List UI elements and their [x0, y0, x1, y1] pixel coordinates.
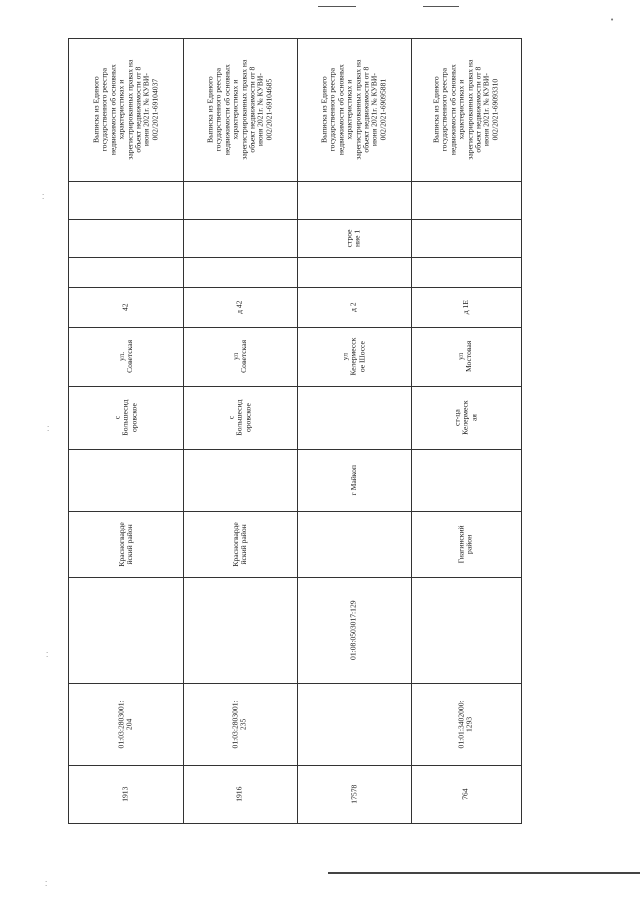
cell-house: [411, 287, 521, 327]
locality-text: ст-ца Келермеск ая: [452, 400, 479, 435]
cell-district: [183, 511, 297, 577]
cell-city: [183, 449, 297, 511]
num-text: 17578: [348, 784, 358, 804]
num-text: 1916: [234, 786, 244, 802]
district-text: Гиагинский район: [456, 525, 474, 563]
cell-parent: [183, 577, 297, 683]
street-text: ул Советская: [230, 340, 248, 373]
street-text: ул Мостовая: [456, 340, 474, 373]
cell-street: [297, 327, 411, 386]
document-text: Выписка из Единого государственного реестра недвижимости об основных характеристиках и зарегистрированных правах на объект недвижимости от 8 июня 2021г. № КУВИ- 002/2021-69104037: [91, 60, 160, 160]
cell-parent: [297, 577, 411, 683]
document-text: Выписка из Единого государственного реестра недвижимости об основных характеристиках и зарегистрированных правах на объект недвижимости от 8 июня 2021г. № КУВИ- 002/2021-69104685: [205, 60, 274, 160]
cell-structure: [297, 219, 411, 257]
scan-mark-bottom: [328, 872, 640, 874]
cell-locality: [411, 386, 521, 449]
cell-district: [297, 511, 411, 577]
cell-building: [297, 257, 411, 287]
cell-locality: [183, 386, 297, 449]
district-text: Красногварде йский район: [230, 521, 248, 567]
cell-building: [183, 257, 297, 287]
cell-house: [69, 287, 183, 327]
house-text: д 42: [234, 300, 244, 314]
cell-street: [411, 327, 521, 386]
scan-speck: ⁚: [46, 651, 49, 659]
cell-city: [297, 449, 411, 511]
cadastral-text: 01:03:2803001: 204: [116, 699, 134, 749]
cell-structure: [183, 219, 297, 257]
cell-house: [297, 287, 411, 327]
cell-district: [69, 511, 183, 577]
cell-locality: [69, 386, 183, 449]
cell-district: [411, 511, 521, 577]
locality-text: с Большесид оровское: [226, 399, 253, 436]
cell-cadastral: [297, 683, 411, 765]
property-register-table: [68, 38, 522, 824]
cell-city: [69, 449, 183, 511]
cell-cadastral: [69, 683, 183, 765]
cadastral-text: 01:03:2803001: 235: [230, 699, 248, 749]
cell-city: [411, 449, 521, 511]
cell-parent: [411, 577, 521, 683]
cell-building: [69, 257, 183, 287]
cell-num: [183, 765, 297, 823]
scan-mark-top-right: [423, 6, 459, 7]
cell-cadastral: [183, 683, 297, 765]
city-text: г Майкоп: [348, 464, 358, 496]
house-text: д 1Е: [460, 299, 470, 315]
cell-document: [411, 39, 521, 181]
cell-extra: [69, 181, 183, 219]
cell-document: [183, 39, 297, 181]
scan-speck: •: [610, 16, 615, 24]
cell-cadastral: [411, 683, 521, 765]
document-text: Выписка из Единого государственного реестра недвижимости об основных характеристиках и зарегистрированных правах на объект недвижимости от 8 июня 2021г. № КУВИ- 002/2021-69093310: [431, 60, 500, 160]
house-text: 42: [120, 303, 130, 311]
cell-street: [183, 327, 297, 386]
cell-num: [411, 765, 521, 823]
document-text: Выписка из Единого государственного реестра недвижимости об основных характеристиках и зарегистрированных правах на объект недвижимости от 8 июня 2021г. № КУВИ- 002/2021-69095881: [319, 60, 388, 160]
street-text: ул. Советская: [116, 340, 134, 373]
cell-num: [297, 765, 411, 823]
cell-structure: [69, 219, 183, 257]
scan-speck: ⁚: [42, 193, 45, 201]
scan-mark-top-left: [318, 6, 356, 7]
num-text: 1913: [120, 786, 130, 802]
scan-speck: ⁚: [45, 880, 48, 888]
street-text: ул Келермесск ое Шоссе: [340, 337, 367, 376]
cell-house: [183, 287, 297, 327]
cell-document: [297, 39, 411, 181]
cell-structure: [411, 219, 521, 257]
cell-extra: [297, 181, 411, 219]
cell-locality: [297, 386, 411, 449]
district-text: Красногварде йский район: [116, 521, 134, 567]
cell-parent: [69, 577, 183, 683]
house-text: д 2: [348, 302, 358, 312]
scan-speck: ⁚: [47, 425, 50, 433]
cell-street: [69, 327, 183, 386]
cell-document: [69, 39, 183, 181]
cell-num: [69, 765, 183, 823]
cell-extra: [183, 181, 297, 219]
cell-extra: [411, 181, 521, 219]
parent-text: 01:08:0503017:129: [348, 600, 358, 660]
locality-text: с Большесид оровское: [112, 399, 139, 436]
structure-text: строе ние 1: [344, 229, 362, 247]
cell-building: [411, 257, 521, 287]
num-text: 764: [460, 788, 470, 800]
cadastral-text: 01:01:3402000: 1293: [456, 699, 474, 749]
